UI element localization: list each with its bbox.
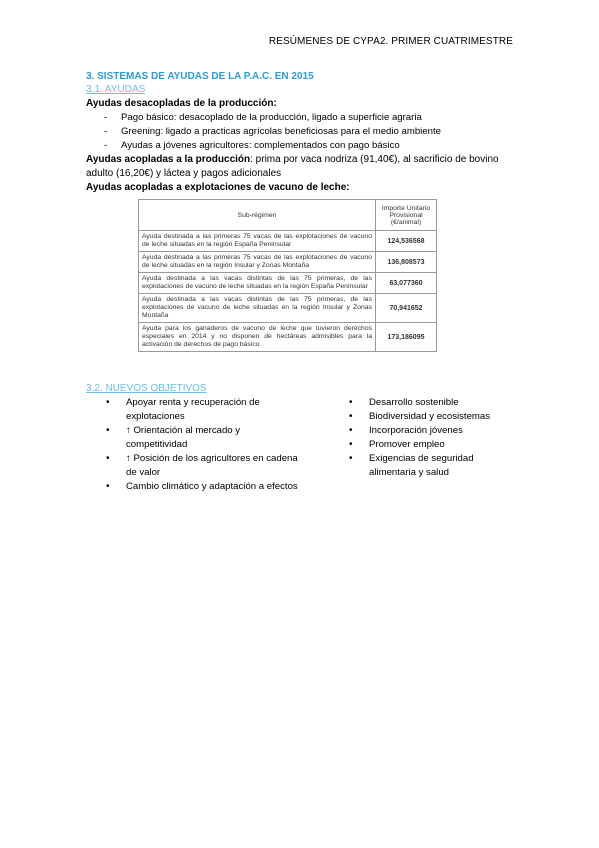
list-item: • ↑ Orientación al mercado y competitividad bbox=[86, 424, 301, 452]
objectives-left-list bbox=[86, 396, 301, 494]
row-description: Ayuda destinada a las vacas distintas de las 75 primeras, de las explotaciones de vacuno de leche situadas en la región Insular y Zonas Montaña bbox=[139, 294, 376, 323]
coupled-paragraph bbox=[86, 153, 516, 181]
list-item: • Apoyar renta y recuperación de explotaciones bbox=[86, 396, 301, 424]
row-value: 124,536568 bbox=[376, 231, 437, 252]
list-item: • Exigencias de seguridad alimentaria y salud bbox=[329, 452, 509, 480]
section-title: 3. SISTEMAS DE AYUDAS DE LA P.A.C. EN 2015 bbox=[86, 71, 314, 82]
row-description: Ayuda para los ganaderos de vacuno de leche que tuvieron derechos especiales en 2014 y no disponen de hectáreas admisibles para la activación de derechos de pago básico bbox=[139, 323, 376, 352]
list-item: - Pago básico: desacoplado de la producción, ligado a superficie agraria bbox=[86, 111, 516, 125]
list-item: - Greening: ligado a practicas agrícolas beneficiosas para el medio ambiente bbox=[86, 125, 516, 139]
dairy-aid-table bbox=[138, 199, 437, 352]
row-value: 173,186095 bbox=[376, 323, 437, 352]
list-item: • Desarrollo sostenible bbox=[329, 396, 509, 410]
table-row bbox=[139, 252, 437, 273]
list-item: • Biodiversidad y ecosistemas bbox=[329, 410, 509, 424]
row-description: Ayuda destinada a las primeras 75 vacas de las explotaciones de vacuno de leche situadas en la región Insular y Zonas Montaña bbox=[139, 252, 376, 273]
row-value: 136,808573 bbox=[376, 252, 437, 273]
objectives-columns bbox=[86, 396, 516, 494]
subsection-ayudas: 3.1. AYUDAS bbox=[86, 84, 146, 95]
objectives-section bbox=[86, 382, 516, 494]
table-row bbox=[139, 294, 437, 323]
row-value: 70,941652 bbox=[376, 294, 437, 323]
page-header: RESÚMENES DE CYPA2. PRIMER CUATRIMESTRE bbox=[268, 36, 513, 47]
col-header-subregimen: Sub-régimen bbox=[139, 200, 376, 231]
list-item: • ↑ Posición de los agricultores en cadena de valor bbox=[86, 452, 301, 480]
row-description: Ayuda destinada a las primeras 75 vacas de las explotaciones de vacuno de leche situadas en la región España Peninsular bbox=[139, 231, 376, 252]
row-value: 63,077360 bbox=[376, 273, 437, 294]
decoupled-list bbox=[86, 111, 516, 153]
table-header-row bbox=[139, 200, 437, 231]
decoupled-heading: Ayudas desacopladas de la producción: bbox=[86, 98, 277, 109]
dairy-heading: Ayudas acopladas a explotaciones de vacuno de leche: bbox=[86, 182, 350, 193]
list-item: • Incorporación jóvenes bbox=[329, 424, 509, 438]
objectives-right-list bbox=[329, 396, 509, 480]
table-row bbox=[139, 323, 437, 352]
list-item: • Promover empleo bbox=[329, 438, 509, 452]
table-row bbox=[139, 231, 437, 252]
list-item: - Ayudas a jóvenes agricultores: complementados con pago básico bbox=[86, 139, 516, 153]
col-header-importe: Importe Unitario Provisional (€/animal) bbox=[376, 200, 437, 231]
page-content bbox=[86, 70, 516, 494]
subsection-objetivos: 3.2. NUEVOS OBJETIVOS bbox=[86, 383, 207, 394]
objectives-right-column bbox=[329, 396, 509, 494]
dairy-table-wrapper bbox=[138, 199, 437, 352]
table-row bbox=[139, 273, 437, 294]
list-item: • Cambio climático y adaptación a efectos bbox=[86, 480, 301, 494]
objectives-left-column bbox=[86, 396, 301, 494]
coupled-label: Ayudas acopladas a la producción bbox=[86, 154, 251, 165]
coupled-text: : prima por vaca nodriza (91,40€), al sacrificio de bovino adulto (16,20€) y láctea y pagos adicionales bbox=[86, 154, 499, 179]
row-description: Ayuda destinada a las vacas distintas de las 75 primeras, de las explotaciones de vacuno de leche situadas en la región España Peninsular bbox=[139, 273, 376, 294]
